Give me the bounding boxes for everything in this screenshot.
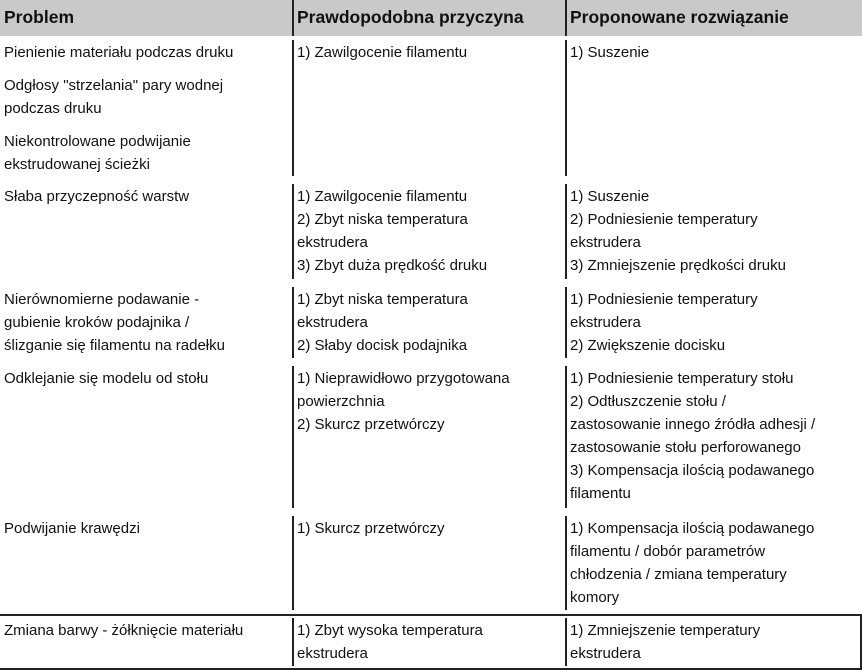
text-line: Zmiana barwy - żółknięcie materiału xyxy=(4,622,244,639)
column-divider xyxy=(565,366,567,508)
problem-cell xyxy=(4,619,243,642)
cause-cell xyxy=(297,367,510,436)
text-line: filamentu xyxy=(570,485,631,502)
text-line: 1) Zmniejszenie temperatury xyxy=(570,622,761,639)
problem-item xyxy=(4,130,233,176)
header-divider xyxy=(565,0,567,36)
problem-item xyxy=(4,367,208,390)
solution-cell xyxy=(570,288,758,357)
column-divider xyxy=(292,366,294,508)
row-divider xyxy=(0,614,862,616)
text-line: 1) Skurcz przetwórczy xyxy=(297,520,445,537)
text-line: podczas druku xyxy=(4,100,102,117)
text-line: Słaba przyczepność warstw xyxy=(4,188,190,205)
text-line: 1) Nieprawidłowo przygotowana xyxy=(297,370,510,387)
problem-cell xyxy=(4,517,140,540)
column-divider xyxy=(565,184,567,279)
solution-cell xyxy=(570,185,786,277)
header-divider xyxy=(292,0,294,36)
cause-cell xyxy=(297,185,487,277)
text-line: 2) Odtłuszczenie stołu / xyxy=(570,393,726,410)
problem-cell xyxy=(4,41,233,176)
text-line: Odklejanie się modelu od stołu xyxy=(4,370,209,387)
text-line: ekstrudera xyxy=(570,645,641,662)
solution-cell xyxy=(570,517,814,609)
problem-cell xyxy=(4,367,208,390)
text-line: ekstrudera xyxy=(570,314,641,331)
column-divider xyxy=(565,618,567,666)
table-bottom-border xyxy=(0,668,862,670)
text-line: 2) Zbyt niska temperatura xyxy=(297,211,468,228)
problem-item xyxy=(4,619,243,642)
text-line: Pienienie materiału podczas druku xyxy=(4,44,234,61)
text-line: ekstrudowanej ścieżki xyxy=(4,156,150,173)
table-right-border xyxy=(860,614,862,670)
text-line: powierzchnia xyxy=(297,393,385,410)
column-divider xyxy=(292,618,294,666)
text-line: 1) Kompensacja ilością podawanego xyxy=(570,520,815,537)
column-divider xyxy=(565,516,567,610)
column-divider xyxy=(292,40,294,176)
text-line: 1) Podniesienie temperatury stołu xyxy=(570,370,794,387)
text-line: chłodzenia / zmiana temperatury xyxy=(570,566,787,583)
text-line: Nierównomierne podawanie - xyxy=(4,291,200,308)
text-line: gubienie kroków podajnika / xyxy=(4,314,190,331)
text-line: ekstrudera xyxy=(297,314,368,331)
text-line: 1) Zbyt niska temperatura xyxy=(297,291,468,308)
problem-item xyxy=(4,185,189,208)
text-line: komory xyxy=(570,589,620,606)
column-divider xyxy=(565,40,567,176)
text-line: 2) Podniesienie temperatury xyxy=(570,211,758,228)
text-line: Niekontrolowane podwijanie xyxy=(4,133,191,150)
text-line: ekstrudera xyxy=(570,234,641,251)
text-line: 3) Kompensacja ilością podawanego xyxy=(570,462,815,479)
text-line: zastosowanie innego źródła adhesji / xyxy=(570,416,816,433)
solution-cell xyxy=(570,619,760,665)
text-line: 1) Podniesienie temperatury xyxy=(570,291,758,308)
text-line: 1) Suszenie xyxy=(570,188,650,205)
text-line: zastosowanie stołu perforowanego xyxy=(570,439,801,456)
problem-cell xyxy=(4,185,189,208)
text-line: filamentu / dobór parametrów xyxy=(570,543,766,560)
cause-cell xyxy=(297,41,467,64)
text-line: Podwijanie krawędzi xyxy=(4,520,140,537)
text-line: 3) Zbyt duża prędkość druku xyxy=(297,257,488,274)
text-line: Odgłosy "strzelania" pary wodnej xyxy=(4,77,224,94)
text-line: 1) Zbyt wysoka temperatura xyxy=(297,622,483,639)
text-line: ekstrudera xyxy=(297,645,368,662)
problem-item xyxy=(4,288,225,357)
column-divider xyxy=(292,184,294,279)
column-divider xyxy=(292,516,294,610)
text-line: 2) Słaby docisk podajnika xyxy=(297,337,468,354)
problem-cell xyxy=(4,288,225,357)
cause-cell xyxy=(297,288,468,357)
text-line: 2) Skurcz przetwórczy xyxy=(297,416,445,433)
problem-item xyxy=(4,41,233,64)
text-line: 2) Zwiększenie docisku xyxy=(570,337,726,354)
text-line: 1) Suszenie xyxy=(570,44,650,61)
text-line: 1) Zawilgocenie filamentu xyxy=(297,188,468,205)
cause-cell xyxy=(297,619,483,665)
header-cause: Prawdopodobna przyczyna xyxy=(297,7,524,27)
text-line: ekstrudera xyxy=(297,234,368,251)
text-line: 1) Zawilgocenie filamentu xyxy=(297,44,468,61)
text-line: ślizganie się filamentu na radełku xyxy=(4,337,225,354)
column-divider xyxy=(565,287,567,358)
solution-cell xyxy=(570,367,815,505)
header-problem: Problem xyxy=(4,7,75,27)
column-divider xyxy=(292,287,294,358)
problem-item xyxy=(4,74,233,120)
problem-item xyxy=(4,517,140,540)
cause-cell xyxy=(297,517,445,540)
header-solution: Proponowane rozwiązanie xyxy=(570,7,789,27)
text-line: 3) Zmniejszenie prędkości druku xyxy=(570,257,786,274)
solution-cell xyxy=(570,41,649,64)
table-header xyxy=(0,0,862,36)
